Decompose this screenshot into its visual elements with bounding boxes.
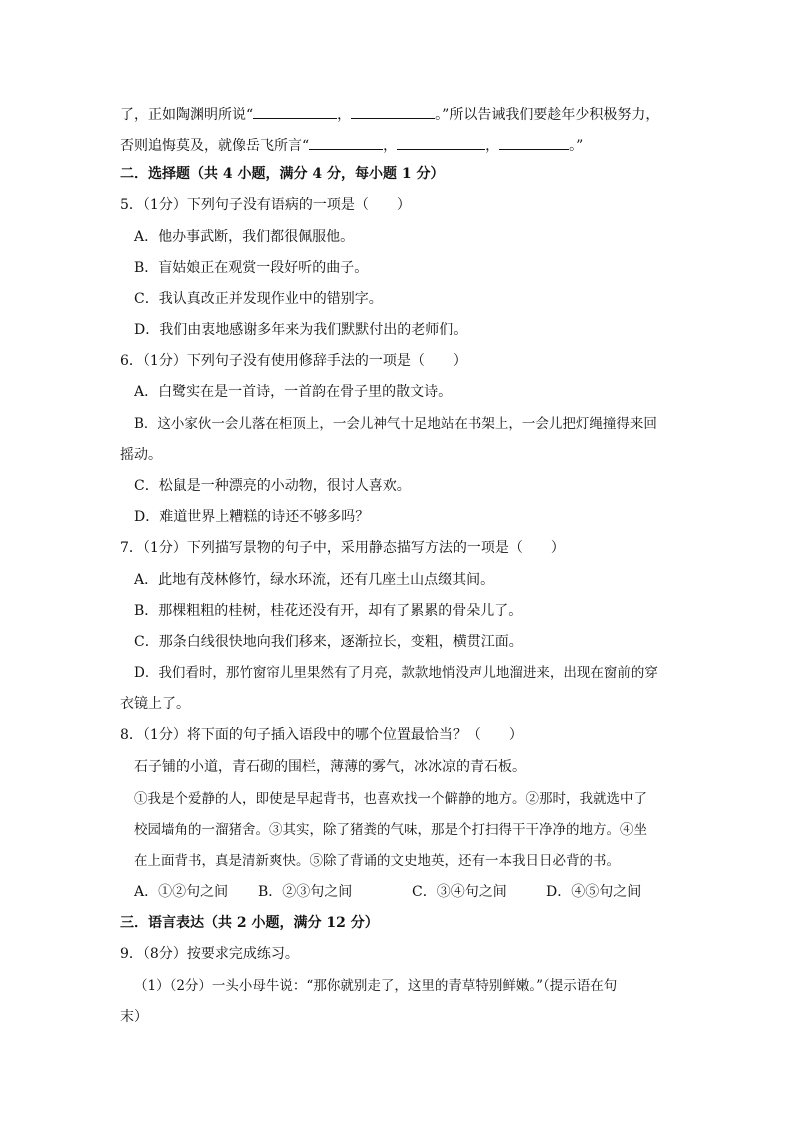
sub-question: （1）（2分）一头小母牛说：“那你就别走了，这里的青草特别鲜嫩。”（提示语在句 — [134, 978, 618, 994]
question-stem: 8．（1分）将下面的句子插入语段中的哪个位置最恰当？（ ） — [120, 727, 523, 743]
option-a: A．此地有茂林修竹，绿水环流，还有几座土山点缀其间。 — [134, 572, 495, 588]
intro-text: ， — [337, 107, 352, 123]
option-d: D．④⑤句之间 — [546, 884, 642, 900]
answer-blank — [499, 134, 569, 150]
passage-line: 校园墙角的一溜猪舍。③其实，除了猪粪的气味，那是个打扫得干干净净的地方。④坐 — [134, 822, 647, 838]
insert-sentence: 石子铺的小道，青石砌的围栏，薄薄的雾气，冰冰凉的青石板。 — [134, 759, 526, 775]
intro-text: 否则追悔莫及，就像岳飞所言“ — [120, 138, 310, 154]
option-b: B．盲姑娘正在观赏一段好听的曲子。 — [134, 260, 369, 276]
intro-text: ， — [485, 138, 500, 154]
answer-blank — [397, 134, 485, 150]
answer-blank — [351, 103, 435, 119]
option-d: D．难道世界上糟糕的诗还不够多吗？ — [134, 509, 370, 525]
section-heading: 二．选择题（共 4 小题，满分 4 分，每小题 1 分） — [120, 166, 445, 182]
option-b: B．②③句之间 — [258, 884, 353, 900]
option-b: B．这小家伙一会儿落在柜顶上，一会儿神气十足地站在书架上，一会儿把灯绳撞得来回 — [134, 416, 657, 432]
question-stem: 9．（8分）按要求完成练习。 — [120, 946, 299, 962]
option-d: D．我们看时，那竹窗帘儿里果然有了月亮，款款地悄没声儿地溜进来，出现在窗前的穿 — [134, 665, 658, 681]
option-c: C．那条白线很快地向我们移来，逐渐拉长，变粗，横贯江面。 — [134, 634, 523, 650]
intro-line-2 — [120, 134, 583, 156]
answer-blank — [253, 103, 337, 119]
passage-line: 在上面背书，真是清新爽快。⑤除了背诵的文史地英，还有一本我日日必背的书。 — [134, 853, 620, 869]
sub-question-continued: 末） — [120, 1009, 148, 1025]
intro-text: ， — [383, 138, 398, 154]
option-d-continued: 衣镜上了。 — [120, 696, 190, 712]
option-c: C．③④句之间 — [412, 884, 507, 900]
intro-text: 。” — [569, 138, 584, 154]
option-a: A．白鹭实在是一首诗，一首韵在骨子里的散文诗。 — [134, 384, 453, 400]
question-stem: 5．（1分）下列句子没有语病的一项是（ ） — [120, 197, 411, 213]
question-stem: 7．（1分）下列描写景物的句子中，采用静态描写方法的一项是（ ） — [120, 540, 565, 556]
option-a: A．①②句之间 — [134, 884, 229, 900]
option-b: B．那棵粗粗的桂树，桂花还没有开，却有了累累的骨朵儿了。 — [134, 603, 523, 619]
option-a: A．他办事武断，我们都很佩服他。 — [134, 229, 355, 245]
answer-blank — [309, 134, 383, 150]
section-heading: 三．语言表达（共 2 小题，满分 12 分） — [120, 915, 379, 931]
intro-line-1 — [120, 103, 659, 125]
intro-text: 了，正如陶渊明所说“ — [120, 107, 254, 123]
question-stem: 6．（1分）下列句子没有使用修辞手法的一项是（ ） — [120, 353, 467, 369]
option-c: C．松鼠是一种漂亮的小动物，很讨人喜欢。 — [134, 478, 411, 494]
option-b-continued: 摇动。 — [120, 447, 162, 463]
passage-line: ①我是个爱静的人，即使是早起背书，也喜欢找一个僻静的地方。②那时，我就选中了 — [134, 791, 647, 807]
option-c: C．我认真改正并发现作业中的错别字。 — [134, 291, 383, 307]
option-d: D．我们由衷地感谢多年来为我们默默付出的老师们。 — [134, 322, 468, 338]
intro-text: 。”所以告诫我们要趁年少积极努力， — [435, 107, 660, 123]
